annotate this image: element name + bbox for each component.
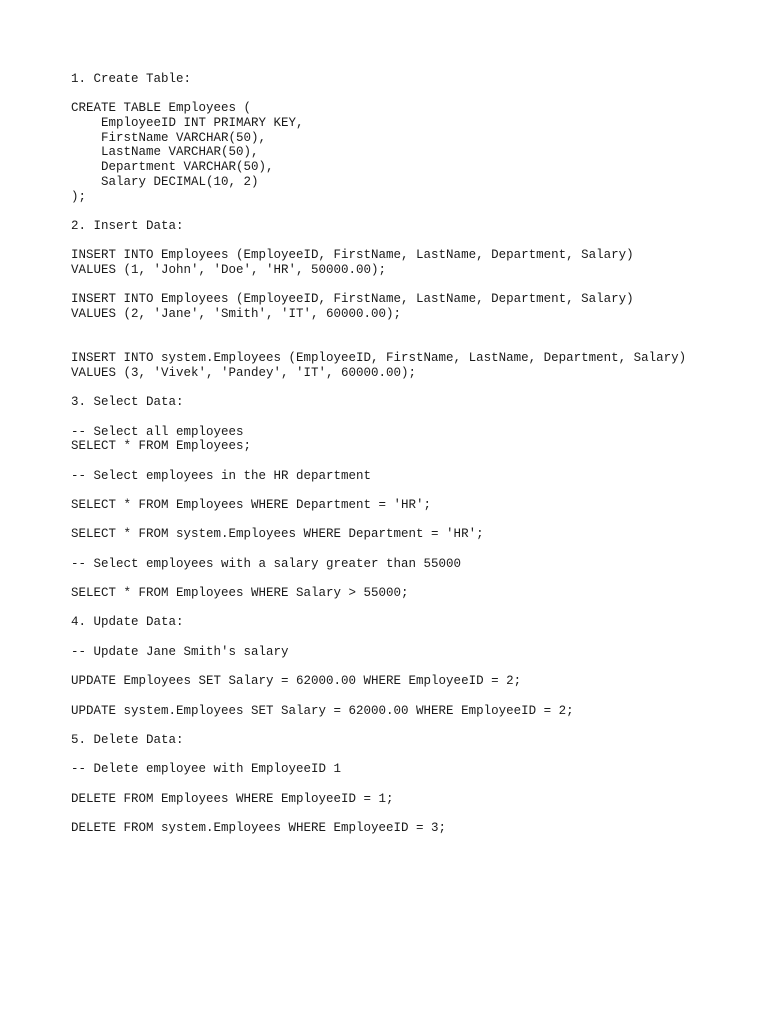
blank-line (71, 660, 751, 675)
blank-line (71, 204, 751, 219)
blank-line (71, 234, 751, 249)
blank-line (71, 336, 751, 351)
blank-line (71, 483, 751, 498)
select-statement: SELECT * FROM Employees WHERE Department = 'HR'; (71, 497, 432, 512)
blank-line (71, 601, 751, 616)
select-statement: SELECT * FROM Employees WHERE Salary > 55000; (71, 586, 409, 601)
column-definition: Department VARCHAR(50), (71, 160, 274, 175)
insert-values: VALUES (2, 'Jane', 'Smith', 'IT', 60000.00); (71, 307, 402, 321)
select-statement: SELECT * FROM system.Employees WHERE Department = 'HR'; (71, 527, 484, 542)
select-statement: SELECT * FROM Employees; (71, 439, 252, 454)
sql-document (71, 72, 751, 836)
blank-line (71, 806, 751, 821)
update-statement: UPDATE Employees SET Salary = 62000.00 WHERE EmployeeID = 2; (71, 674, 522, 689)
section-heading-create-table: 1. Create Table: (71, 72, 192, 86)
blank-line (71, 689, 751, 704)
blank-line (71, 454, 751, 469)
blank-line (71, 718, 751, 733)
insert-statement: INSERT INTO Employees (EmployeeID, FirstName, LastName, Department, Salary) (71, 248, 634, 263)
blank-line (71, 513, 751, 528)
column-definition: EmployeeID INT PRIMARY KEY, (71, 116, 304, 131)
insert-statement: INSERT INTO Employees (EmployeeID, FirstName, LastName, Department, Salary) (71, 292, 634, 307)
section-heading-insert-data: 2. Insert Data: (71, 218, 184, 233)
delete-statement: DELETE FROM system.Employees WHERE EmployeeID = 3; (71, 821, 447, 836)
section-heading-select-data: 3. Select Data: (71, 395, 184, 410)
blank-line (71, 380, 751, 395)
sql-comment: -- Update Jane Smith's salary (71, 644, 289, 659)
create-table-statement: CREATE TABLE Employees ( (71, 101, 252, 116)
blank-line (71, 410, 751, 425)
sql-comment: -- Select all employees (71, 424, 244, 439)
section-heading-delete-data: 5. Delete Data: (71, 732, 184, 747)
update-statement: UPDATE system.Employees SET Salary = 62000.00 WHERE EmployeeID = 2; (71, 703, 574, 718)
insert-statement: INSERT INTO system.Employees (EmployeeID, FirstName, LastName, Department, Salary) (71, 351, 687, 366)
sql-comment: -- Delete employee with EmployeeID 1 (71, 762, 342, 777)
sql-comment: -- Select employees with a salary greater than 55000 (71, 556, 462, 571)
blank-line (71, 322, 751, 337)
delete-statement: DELETE FROM Employees WHERE EmployeeID = 1; (71, 791, 394, 806)
blank-line (71, 278, 751, 293)
section-heading-update-data: 4. Update Data: (71, 615, 184, 630)
blank-line (71, 777, 751, 792)
blank-line (71, 542, 751, 557)
column-definition: FirstName VARCHAR(50), (71, 130, 267, 145)
column-definition: LastName VARCHAR(50), (71, 145, 259, 160)
blank-line (71, 87, 751, 102)
create-table-close: ); (71, 189, 87, 204)
column-definition: Salary DECIMAL(10, 2) (71, 174, 259, 189)
sql-comment: -- Select employees in the HR department (71, 468, 372, 483)
insert-values: VALUES (1, 'John', 'Doe', 'HR', 50000.00); (71, 262, 387, 277)
blank-line (71, 571, 751, 586)
blank-line (71, 630, 751, 645)
blank-line (71, 748, 751, 763)
insert-values: VALUES (3, 'Vivek', 'Pandey', 'IT', 60000.00); (71, 365, 417, 380)
